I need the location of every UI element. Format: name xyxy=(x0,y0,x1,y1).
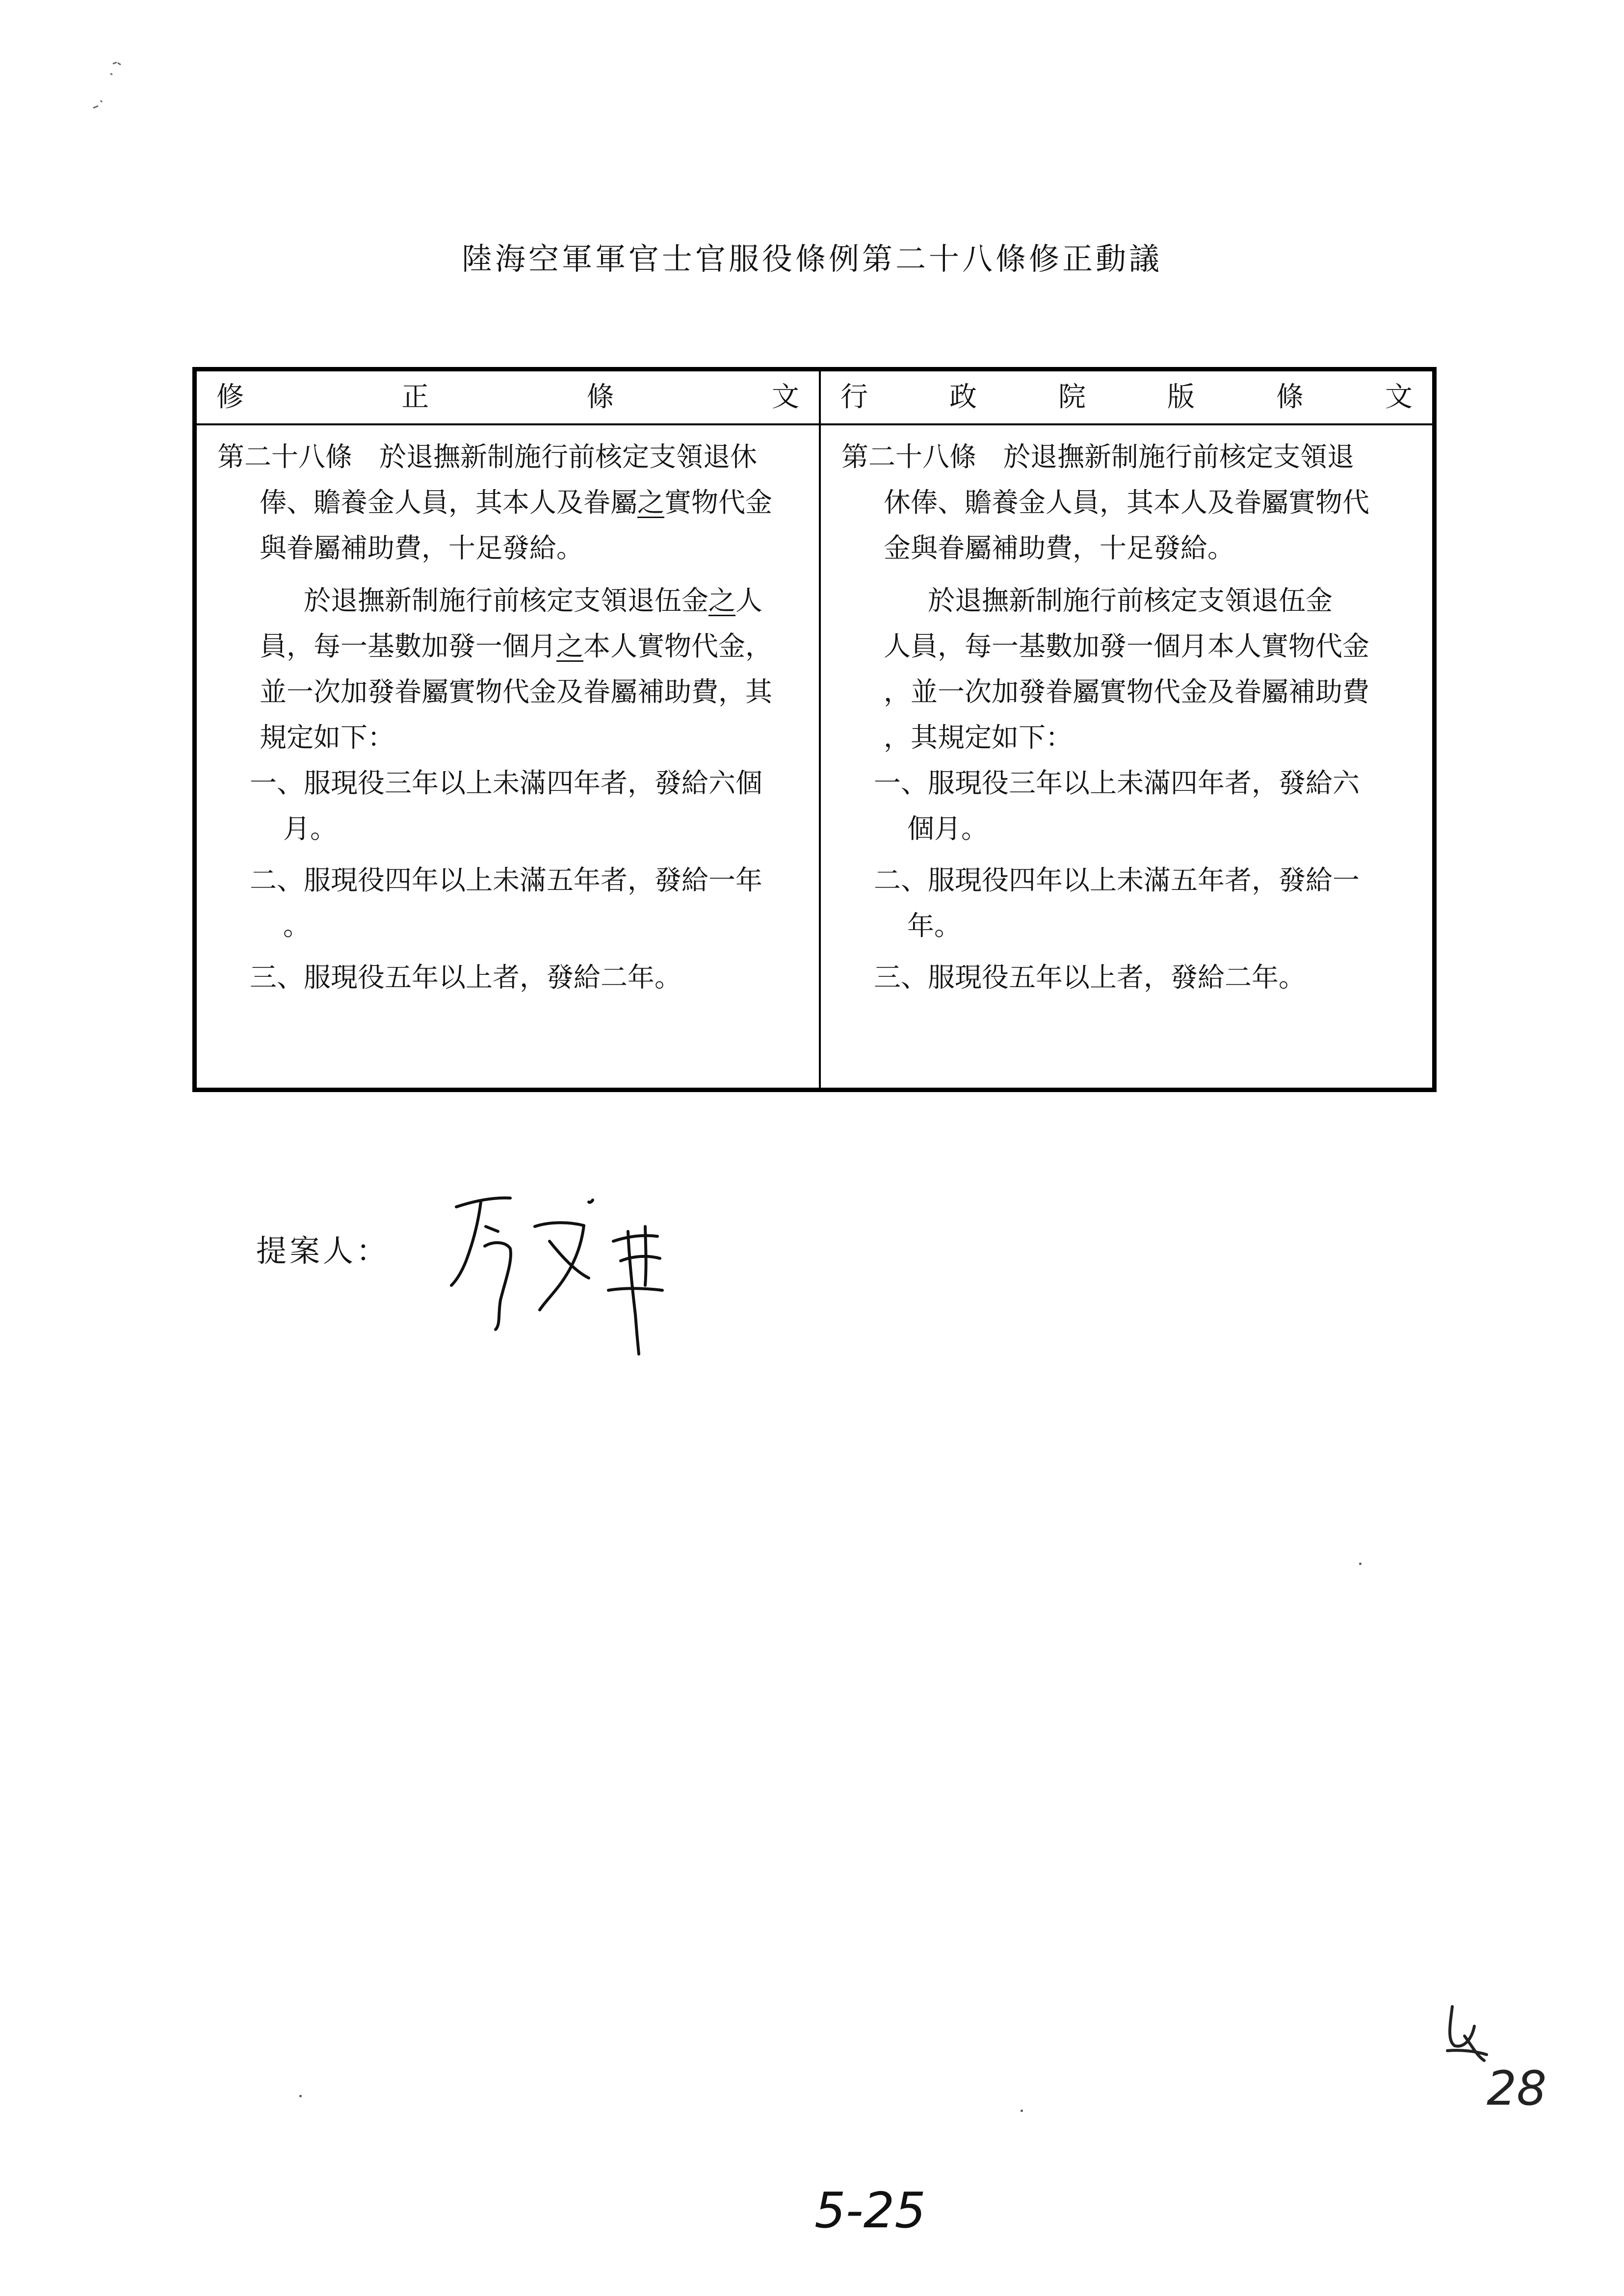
executive-yuan-version-column xyxy=(821,371,1432,1088)
text-line: 一、服現役三年以上未滿四年者，發給六 xyxy=(874,767,1360,799)
text-line: 第二十八條 於退撫新制施行前核定支領退 xyxy=(841,441,1355,472)
proposer-label: 提案人： xyxy=(256,1233,390,1269)
header-char: 院 xyxy=(1058,381,1086,413)
corner-note-text: 28 xyxy=(1487,2061,1547,2114)
text-line: 個月。 xyxy=(907,813,989,844)
header-char: 文 xyxy=(771,381,799,413)
handwritten-page-number xyxy=(805,2173,952,2242)
header-char: 條 xyxy=(586,381,614,413)
text-line: 規定如下： xyxy=(260,722,395,753)
text-line: 月。 xyxy=(283,813,338,844)
header-char: 文 xyxy=(1385,381,1413,413)
text-line: 二、服現役四年以上未滿五年者，發給一 xyxy=(874,864,1360,896)
header-char: 版 xyxy=(1167,381,1195,413)
proposer-signature xyxy=(427,1168,702,1374)
scan-dot xyxy=(1021,2110,1023,2112)
text-line: 人員，每一基數加發一個月本人實物代金 xyxy=(884,630,1370,662)
amended-text-header xyxy=(197,371,819,425)
header-char: 修 xyxy=(216,381,244,413)
amended-text-body xyxy=(197,425,819,1000)
text-line: 員，每一基數加發一個月之本人實物代金， xyxy=(260,630,773,662)
text-line: 三、服現役五年以上者，發給二年。 xyxy=(874,962,1306,993)
text-line: 一、服現役三年以上未滿四年者，發給六個 xyxy=(250,767,763,799)
text-line: ，並一次加發眷屬實物代金及眷屬補助費 xyxy=(884,676,1370,707)
amendment-table xyxy=(192,367,1437,1092)
header-char: 條 xyxy=(1276,381,1304,413)
page-title: 陸海空軍軍官士官服役條例第二十八條修正動議 xyxy=(461,241,1162,277)
amended-text-column xyxy=(197,371,821,1088)
text-line: 於退撫新制施行前核定支領退伍金之人 xyxy=(304,585,763,616)
text-line: 二、服現役四年以上未滿五年者，發給一年 xyxy=(250,864,763,896)
text-line: 休俸、贍養金人員，其本人及眷屬實物代 xyxy=(884,487,1370,518)
scan-dot xyxy=(1359,1563,1362,1565)
text-line: 並一次加發眷屬實物代金及眷屬補助費，其 xyxy=(260,676,773,707)
text-line: 三、服現役五年以上者，發給二年。 xyxy=(250,962,682,993)
text-line: 。 xyxy=(283,910,311,941)
handwritten-corner-mark xyxy=(1438,1987,1565,2114)
header-char: 行 xyxy=(840,381,868,413)
text-line: 俸、贍養金人員，其本人及眷屬之實物代金 xyxy=(260,487,773,518)
executive-yuan-version-body xyxy=(821,425,1432,1000)
text-line: 第二十八條 於退撫新制施行前核定支領退休 xyxy=(217,441,758,472)
header-char: 正 xyxy=(401,381,429,413)
scan-specks xyxy=(64,54,142,123)
header-char: 政 xyxy=(949,381,977,413)
text-line: 金與眷屬補助費，十足發給。 xyxy=(884,532,1235,564)
text-line: 與眷屬補助費，十足發給。 xyxy=(260,532,584,564)
scan-dot xyxy=(299,2095,302,2097)
page-number-text: 5-25 xyxy=(814,2182,926,2239)
executive-yuan-version-header xyxy=(821,371,1432,425)
text-line: 於退撫新制施行前核定支領退伍金 xyxy=(928,585,1333,616)
text-line: ，其規定如下： xyxy=(884,722,1073,753)
text-line: 年。 xyxy=(907,910,962,941)
